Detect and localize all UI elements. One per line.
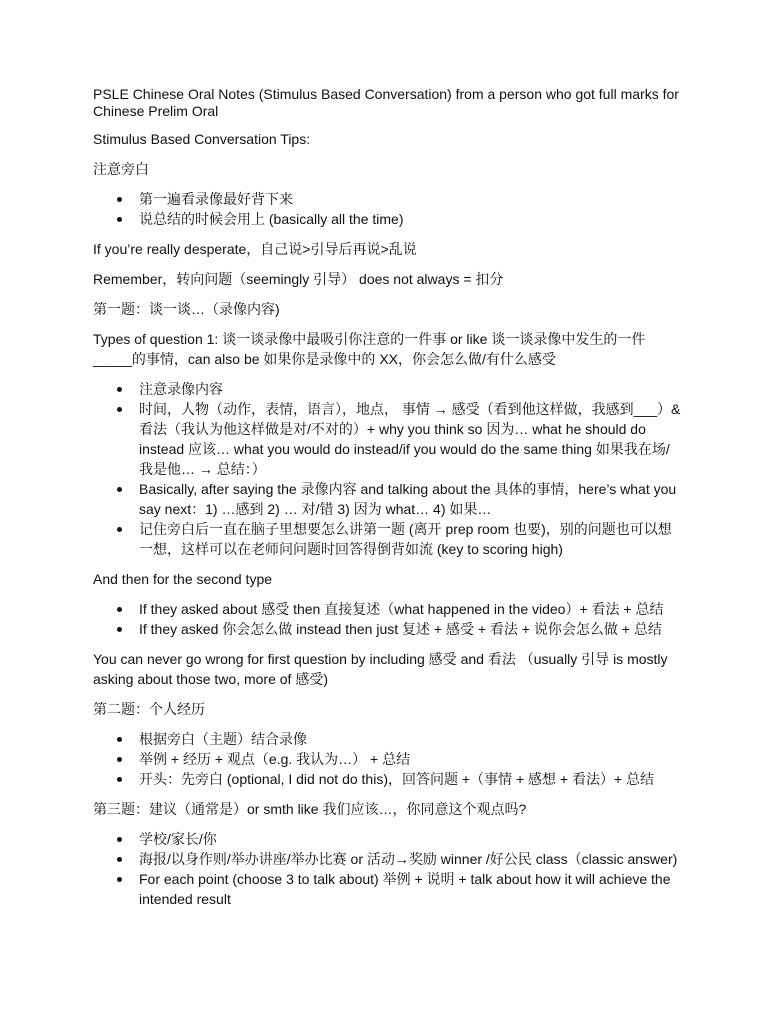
question-1-list — [93, 379, 683, 559]
list-item: Basically, after saying the 录像内容 and talking about the 具体的事情，here’s what you say next：1) …感到 2) … 对/错 3) 因为 what… 4) 如果… — [139, 479, 683, 519]
second-type-heading: And then for the second type — [93, 571, 273, 587]
document-title: PSLE Chinese Oral Notes (Stimulus Based Conversation) from a person who got full marks for Chinese Prelim Oral — [93, 86, 679, 119]
note-list — [93, 189, 683, 229]
tips-heading: Stimulus Based Conversation Tips: — [93, 131, 311, 147]
question-2-list — [93, 729, 683, 789]
list-item: For each point (choose 3 to talk about) 举例 + 说明 + talk about how it will achieve the intended result — [139, 869, 683, 909]
list-item: 第一遍看录像最好背下来 — [139, 189, 683, 209]
document-content — [93, 86, 683, 919]
list-item: 举例 + 经历 + 观点（e.g. 我认为…） + 总结 — [139, 749, 683, 769]
list-item: 注意录像内容 — [139, 379, 683, 399]
list-item: If they asked about 感受 then 直接复述（what happened in the video）+ 看法 + 总结 — [139, 599, 683, 619]
desperate-paragraph: If you’re really desperate，自己说>引导后再说>乱说 — [93, 241, 417, 257]
note-heading: 注意旁白 — [93, 161, 149, 177]
list-item: If they asked 你会怎么做 instead then just 复述 + 感受 + 看法 + 说你会怎么做 + 总结 — [139, 619, 683, 639]
never-wrong-paragraph: You can never go wrong for first question by including 感受 and 看法 （usually 引导 is mostly asking about those two, more of 感受) — [93, 651, 668, 687]
question-3-heading: 第三题：建议（通常是）or smth like 我们应该…，你同意这个观点吗? — [93, 801, 527, 817]
question-2-heading: 第二题：个人经历 — [93, 701, 205, 717]
list-item: 时间，人物（动作，表情，语言），地点， 事情 → 感受（看到他这样做，我感到___）& 看法（我认为他这样做是对/不对的）+ why you think so 因为… what he should do instead 应该… what you would do instead/if you would do the same thing 如果我在场/我是他… → 总结：） — [139, 399, 683, 479]
list-item: 学校/家长/你 — [139, 829, 683, 849]
question-1-heading: 第一题：谈一谈…（录像内容) — [93, 301, 280, 317]
remember-paragraph: Remember，转向问题（seemingly 引导） does not always = 扣分 — [93, 271, 504, 287]
list-item: 根据旁白（主题）结合录像 — [139, 729, 683, 749]
second-type-list — [93, 599, 683, 639]
list-item: 说总结的时候会用上 (basically all the time) — [139, 209, 683, 229]
question-1-types-paragraph: Types of question 1: 谈一谈录像中最吸引你注意的一件事 or like 谈一谈录像中发生的一件_____的事情，can also be 如果你是录像中的 XX，你会怎么做/有什么感受 — [93, 331, 646, 367]
list-item: 海报/以身作则/举办讲座/举办比赛 or 活动→奖励 winner /好公民 class（classic answer) — [139, 849, 683, 869]
list-item: 开头：先旁白 (optional, I did not do this)，回答问题 +（事情 + 感想 + 看法）+ 总结 — [139, 769, 683, 789]
list-item: 记住旁白后一直在脑子里想要怎么讲第一题 (离开 prep room 也要)，别的问题也可以想一想，这样可以在老师问问题时回答得倒背如流 (key to scoring high) — [139, 519, 683, 559]
question-3-list — [93, 829, 683, 909]
